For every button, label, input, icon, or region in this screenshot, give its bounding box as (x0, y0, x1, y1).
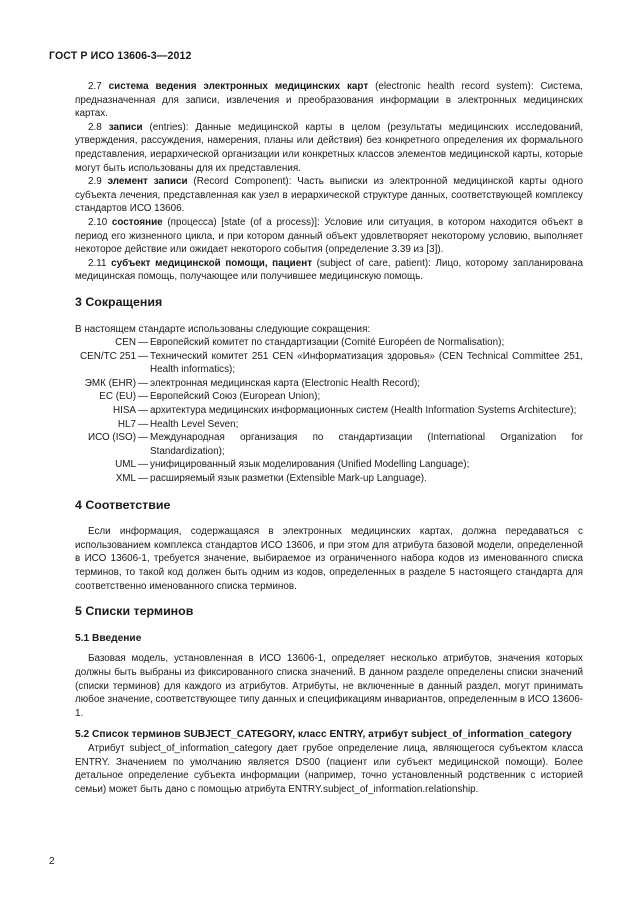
definition-term: система ведения электронных медицинских карт (108, 81, 369, 92)
abbreviation-term: XML (115, 473, 136, 485)
definition-item: 2.8 записи (entries): Данные медицинской карты в целом (результаты медицинских исследований, утверждения, рассуждения, намерения, планы или действия) без конкретного определения их формального представления, иерархической организации или конкретных классов элементов медицинской карты, которые могут быть использованы для их представления. (75, 121, 583, 174)
section-paragraph: Атрибут subject_of_information_category дает грубое определение лица, являющегося субъектом класса ENTRY. Значением по умолчанию является DS00 (пациент или субъект медицинской помощи). Более детальное определение субъекта информации (например, точно установленный родственник с историей семьи) может быть дано с помощью атрибута ENTRY.subject_of_information.relationship. (75, 742, 583, 795)
abbreviation-description: Технический комитет 251 CEN «Информатизация здоровья» (CEN Technical Committee 251, Health informatics); (150, 350, 583, 376)
definition-item: 2.10 состояние (процесса) [state (of a process)]: Условие или ситуация, в котором находится объект в период его жизненного цикла, и при котором данный объект удовлетворяет некоторому условию, выполняет некоторое действие или ожидает некоторого события (определение 3.39 из [3]). (75, 216, 583, 256)
section-abbreviations (75, 296, 583, 486)
dash: — (138, 405, 148, 417)
section-conformance (75, 499, 583, 594)
abbreviation-term: HL7 (117, 418, 136, 430)
section-paragraph: Если информация, содержащаяся в электронных медицинских картах, должна передаваться с использованием комплекса стандартов ИСО 13606, и при этом для атрибута базовой модели, определенной в ИСО 13606-1, требуется значение, выбираемое из ограниченного набора кодов из именованного списка терминов, то такой код должен быть одним из кодов, определенных в разделе 5 настоящего стандарта для соответственно именованного списка терминов. (75, 526, 583, 592)
dash: — (138, 432, 148, 444)
abbreviation-term: HISA (112, 405, 136, 417)
abbreviation-term: ЭМК (EHR) (84, 377, 136, 389)
abbreviation-description: Европейский Союз (European Union); (150, 391, 321, 403)
abbreviation-description: расширяемый язык разметки (Extensible Mark-up Language). (150, 473, 427, 485)
dash: — (138, 391, 148, 403)
abbreviation-description: Международная организация по стандартизации (International Organization for Standardization); (150, 432, 583, 457)
abbreviation-description: Health Level Seven; (150, 418, 239, 430)
dash: — (138, 377, 148, 389)
dash: — (138, 337, 148, 349)
definition-term: субъект медицинской помощи, пациент (111, 257, 313, 269)
abbreviation-description: архитектура медицинских информационных систем (Health Information Systems Architecture); (150, 405, 577, 417)
subsection-heading: 5.1 Введение (75, 632, 142, 644)
definitions-list (75, 80, 583, 284)
section-term-lists (75, 605, 583, 796)
dash: — (138, 418, 148, 430)
page-number: 2 (49, 856, 55, 867)
definition-item: 2.9 элемент записи (Record Component): Часть выписки из электронной медицинской карты одного субъекта лечения, представленная как узел в иерархической структуре данных, соответствующей комплексу стандартов ИСО 13606. (75, 176, 583, 215)
subsection-heading: 5.2 Список терминов SUBJECT_CATEGORY, класс ENTRY, атрибут subject_of_information_category (75, 729, 572, 741)
abbreviation-term: ИСО (ISO) (87, 432, 136, 444)
subsection-subject-category (75, 728, 583, 796)
definition-item: 2.7 система ведения электронных медицинских карт (electronic health record system): Система, предназначенная для записи, извлечения и преобразования информации в электронных медицинских картах. (75, 81, 583, 120)
dash: — (138, 459, 148, 471)
section-heading: 5 Списки терминов (75, 604, 194, 619)
dash: — (138, 350, 148, 362)
abbreviation-description: электронная медицинская карта (Electronic Health Record); (150, 377, 421, 389)
definition-term: элемент записи (107, 176, 188, 188)
subsection-introduction (75, 632, 583, 721)
definition-term: состояние (111, 216, 163, 228)
section-paragraph: Базовая модель, установленная в ИСО 13606-1, определяет несколько атрибутов, значения которых должны быть выбраны из фиксированного списка значений. В данном разделе определены списки значений (списки терминов) для каждого из атрибутов. Атрибуты, не включенные в данный раздел, могут принимать любое значение, соответствующее типу данных и спецификациям инвариантов, определенным в ИСО 13606-1. (75, 653, 583, 719)
abbreviation-term: UML (115, 459, 136, 471)
definition-item: 2.11 субъект медицинской помощи, пациент (subject of care, patient): Лицо, которому запланирована медицинская помощь, получающее или получившее медицинскую помощь. (75, 257, 583, 283)
abbreviation-term: EC (EU) (99, 391, 136, 403)
section-heading: 4 Соответствие (75, 497, 171, 512)
abbreviations-list (75, 336, 583, 486)
document-header: ГОСТ Р ИСО 13606-3—2012 (49, 50, 192, 62)
abbreviation-term: CEN (115, 337, 136, 349)
definition-term: записи (108, 121, 143, 133)
dash: — (138, 473, 148, 485)
abbreviation-description: Европейский комитет по стандартизации (Comité Européen de Normalisation); (150, 337, 505, 349)
section-heading: 3 Сокращения (75, 294, 163, 309)
abbreviation-term: CEN/TC 251 (80, 350, 136, 362)
section-intro: В настоящем стандарте использованы следующие сокращения: (75, 323, 371, 335)
document-body (75, 80, 583, 796)
abbreviation-description: унифицированный язык моделирования (Unified Modelling Language); (150, 459, 470, 471)
